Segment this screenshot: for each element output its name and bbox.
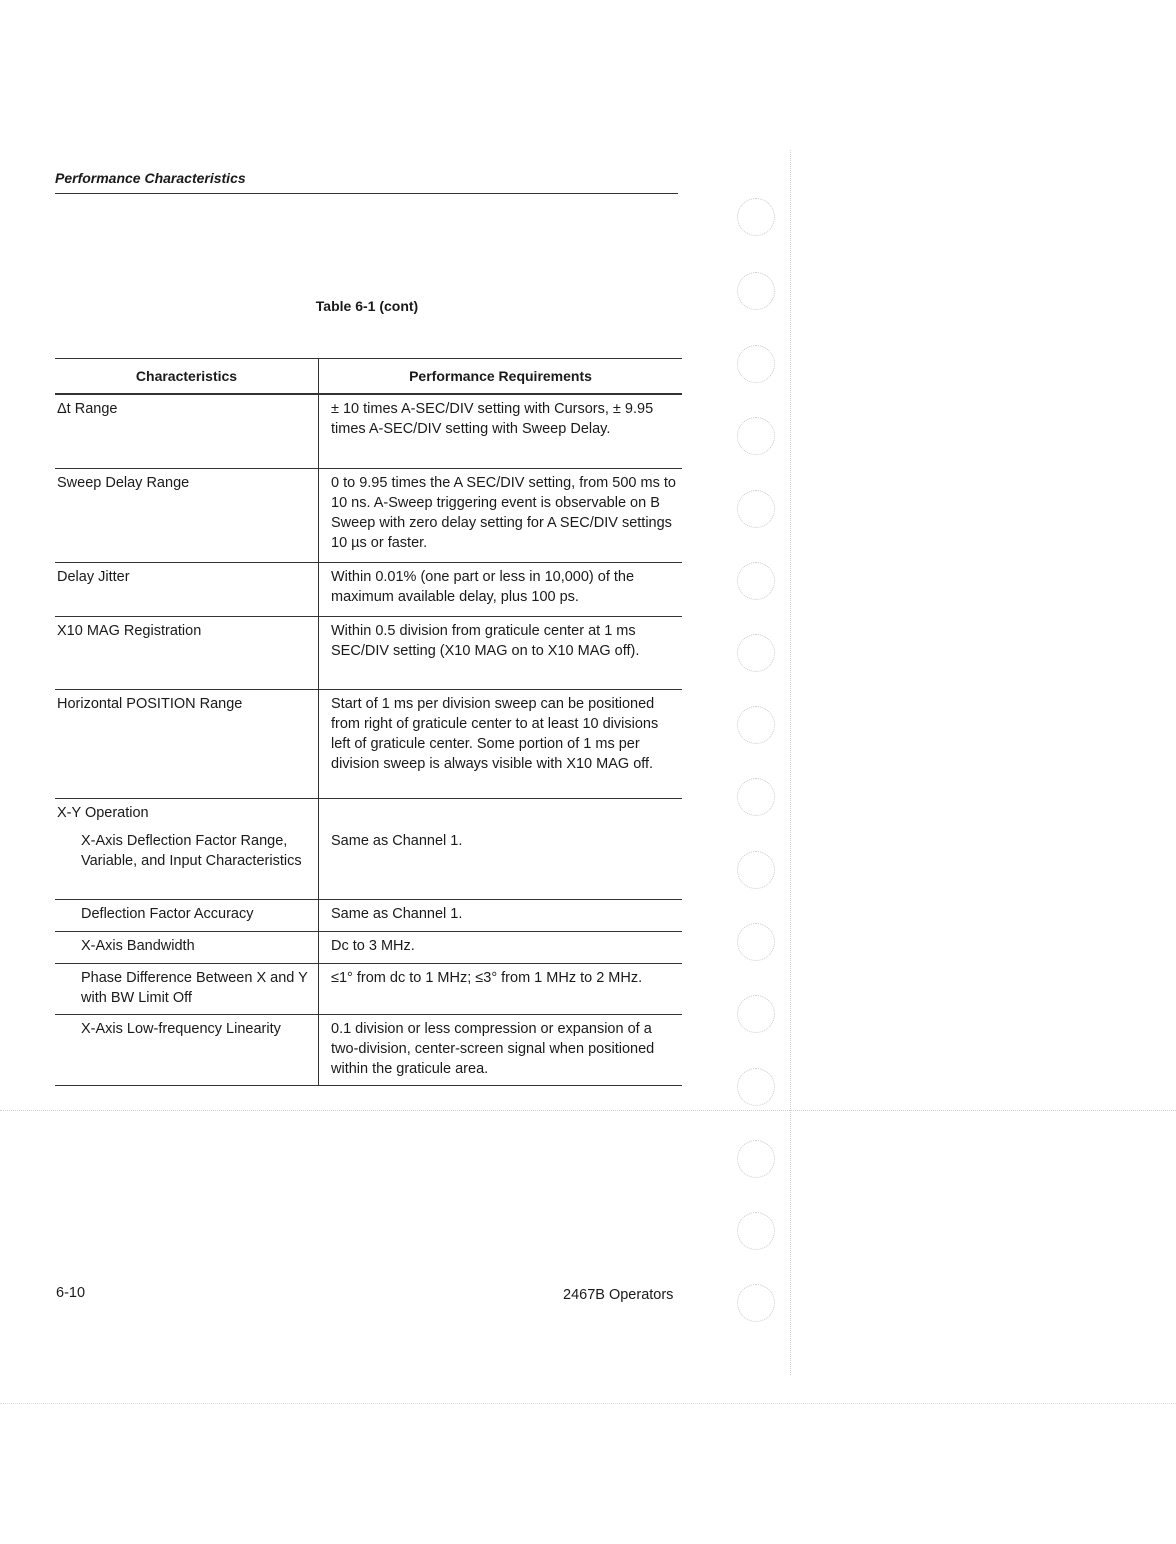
- binder-hole-icon: [737, 490, 775, 528]
- table-row: [55, 469, 682, 563]
- requirement-cell: Dc to 3 MHz.: [318, 932, 682, 963]
- requirement-cell: 0.1 division or less compression or expansion of a two-division, center-screen signal when positioned within the graticule area.: [318, 1015, 682, 1085]
- binder-hole-icon: [737, 778, 775, 816]
- table-header-row: [55, 359, 682, 395]
- characteristic-cell: Phase Difference Between X and Y with BW Limit Off: [81, 970, 308, 1006]
- table-row: [55, 964, 682, 1015]
- table-row: [55, 617, 682, 690]
- binder-hole-icon: [737, 634, 775, 672]
- page-edge-bottom: [0, 1403, 1176, 1404]
- column-header-requirements: Performance Requirements: [318, 359, 682, 393]
- binder-hole-icon: [737, 272, 775, 310]
- characteristic-cell: Deflection Factor Accuracy: [81, 906, 254, 922]
- table-row: [55, 563, 682, 617]
- spec-table: [55, 358, 682, 1086]
- binder-hole-icon: [737, 345, 775, 383]
- table-group-row: [55, 799, 682, 827]
- requirement-cell: Within 0.5 division from graticule center at 1 ms SEC/DIV setting (X10 MAG on to X10 MAG off).: [318, 617, 682, 689]
- table-row: [55, 1015, 682, 1085]
- characteristic-cell: X-Axis Bandwidth: [81, 938, 195, 954]
- binder-hole-icon: [737, 995, 775, 1033]
- page-edge-vertical: [790, 150, 791, 1375]
- table-row: [55, 827, 682, 900]
- binder-hole-icon: [737, 923, 775, 961]
- requirement-cell: Start of 1 ms per division sweep can be positioned from right of graticule center to at least 10 divisions left of graticule center. Some portion of 1 ms per division sweep is always visible with X10 MAG off.: [318, 690, 682, 798]
- characteristic-cell: Δt Range: [57, 401, 118, 417]
- requirement-cell: ≤1° from dc to 1 MHz; ≤3° from 1 MHz to 2 MHz.: [318, 964, 682, 1014]
- binder-hole-icon: [737, 198, 775, 236]
- characteristic-cell: Sweep Delay Range: [57, 475, 190, 491]
- requirement-cell: ± 10 times A-SEC/DIV setting with Cursors, ± 9.95 times A-SEC/DIV setting with Sweep Delay.: [318, 395, 682, 468]
- table-row: [55, 900, 682, 932]
- binder-hole-icon: [737, 1212, 775, 1250]
- binder-hole-icon: [737, 1068, 775, 1106]
- table-row: [55, 932, 682, 964]
- manual-title: 2467B Operators: [563, 1287, 674, 1303]
- characteristic-cell: Delay Jitter: [57, 569, 130, 585]
- characteristic-cell: X-Axis Deflection Factor Range, Variable, and Input Characteristics: [81, 833, 302, 869]
- requirement-cell: Within 0.01% (one part or less in 10,000) of the maximum available delay, plus 100 ps.: [318, 563, 682, 616]
- table-title: Table 6-1 (cont): [315, 298, 419, 314]
- binder-hole-icon: [737, 1140, 775, 1178]
- binder-hole-icon: [737, 417, 775, 455]
- page-edge-horizontal: [0, 1110, 1176, 1111]
- requirement-cell: [318, 799, 682, 827]
- binder-hole-icon: [737, 851, 775, 889]
- page-number: 6-10: [56, 1285, 86, 1301]
- header-rule: [55, 193, 678, 194]
- table-row: [55, 395, 682, 469]
- requirement-cell: Same as Channel 1.: [318, 827, 682, 899]
- requirement-cell: Same as Channel 1.: [318, 900, 682, 931]
- characteristic-cell: X-Axis Low-frequency Linearity: [81, 1021, 281, 1037]
- binder-hole-icon: [737, 1284, 775, 1322]
- characteristic-cell: X10 MAG Registration: [57, 623, 202, 639]
- column-header-characteristics: Characteristics: [135, 368, 238, 384]
- binder-hole-icon: [737, 706, 775, 744]
- page-header-title: Performance Characteristics: [55, 170, 246, 186]
- characteristic-group-cell: X-Y Operation: [57, 805, 149, 821]
- requirement-cell: 0 to 9.95 times the A SEC/DIV setting, from 500 ms to 10 ns. A-Sweep triggering event is observable on B Sweep with zero delay setting for A SEC/DIV settings 10 µs or faster.: [318, 469, 682, 562]
- binder-hole-icon: [737, 562, 775, 600]
- characteristic-cell: Horizontal POSITION Range: [57, 696, 243, 712]
- table-row: [55, 690, 682, 799]
